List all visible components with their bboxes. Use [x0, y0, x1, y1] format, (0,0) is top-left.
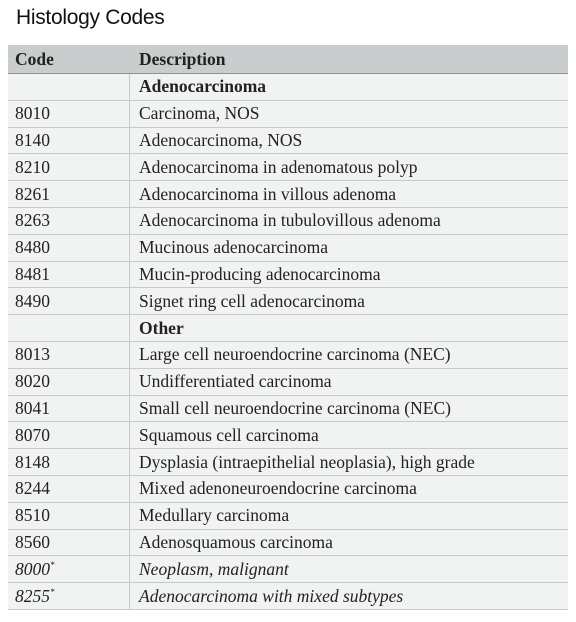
group-row — [8, 74, 568, 101]
description-cell: Mucinous adenocarcinoma — [130, 234, 569, 261]
code-cell — [8, 422, 130, 449]
table-row — [8, 422, 568, 449]
code-value: 8020 — [15, 371, 50, 392]
table-body — [8, 74, 568, 610]
table-row — [8, 529, 568, 556]
table-row — [8, 181, 568, 208]
table-row — [8, 154, 568, 181]
description-cell: Adenosquamous carcinoma — [130, 529, 569, 556]
description-cell: Adenocarcinoma, NOS — [130, 127, 569, 154]
description-column-header: Description — [130, 45, 569, 74]
code-value: 8560 — [15, 531, 50, 552]
code-cell — [8, 288, 130, 315]
code-cell — [8, 100, 130, 127]
description-cell: Neoplasm, malignant — [130, 556, 569, 583]
table-header-row — [8, 45, 568, 74]
code-value: 8013 — [15, 344, 50, 365]
description-cell: Mucin-producing adenocarcinoma — [130, 261, 569, 288]
description-cell: Dysplasia (intraepithelial neoplasia), high grade — [130, 449, 569, 476]
description-cell: Large cell neuroendocrine carcinoma (NEC) — [130, 341, 569, 368]
code-value: 8263 — [15, 210, 50, 231]
histology-codes-table — [8, 45, 568, 610]
table-row — [8, 583, 568, 610]
table-row — [8, 288, 568, 315]
code-cell — [8, 154, 130, 181]
code-cell — [8, 181, 130, 208]
code-value: 8481 — [15, 263, 50, 284]
code-cell — [8, 395, 130, 422]
table-row — [8, 261, 568, 288]
table-row — [8, 449, 568, 476]
page-title: Histology Codes — [16, 6, 165, 29]
code-value: 8480 — [15, 237, 50, 258]
description-cell: Squamous cell carcinoma — [130, 422, 569, 449]
description-cell: Adenocarcinoma in adenomatous polyp — [130, 154, 569, 181]
code-cell — [8, 449, 130, 476]
code-cell — [8, 368, 130, 395]
code-value: 8490 — [15, 290, 50, 311]
code-cell — [8, 341, 130, 368]
group-code-cell — [8, 315, 130, 342]
table-row — [8, 234, 568, 261]
description-cell: Small cell neuroendocrine carcinoma (NEC) — [130, 395, 569, 422]
code-value: 8210 — [15, 156, 50, 177]
description-cell: Adenocarcinoma in tubulovillous adenoma — [130, 207, 569, 234]
code-cell — [8, 127, 130, 154]
code-value: 8000 — [15, 558, 50, 579]
table-row — [8, 502, 568, 529]
code-cell — [8, 261, 130, 288]
group-name-cell: Adenocarcinoma — [130, 74, 569, 101]
code-value: 8510 — [15, 505, 50, 526]
table-row — [8, 368, 568, 395]
code-cell — [8, 583, 130, 610]
table-row — [8, 556, 568, 583]
table-row — [8, 475, 568, 502]
code-column-header: Code — [8, 45, 130, 74]
code-value: 8255 — [15, 585, 50, 606]
code-value: 8140 — [15, 129, 50, 150]
code-value: 8244 — [15, 478, 50, 499]
code-value: 8070 — [15, 424, 50, 445]
table-row — [8, 341, 568, 368]
table-row — [8, 395, 568, 422]
group-row — [8, 315, 568, 342]
description-cell: Undifferentiated carcinoma — [130, 368, 569, 395]
code-cell — [8, 556, 130, 583]
table-row — [8, 207, 568, 234]
description-cell: Medullary carcinoma — [130, 502, 569, 529]
code-cell — [8, 207, 130, 234]
code-value: 8261 — [15, 183, 50, 204]
description-cell: Carcinoma, NOS — [130, 100, 569, 127]
footnote-marker: * — [50, 559, 55, 570]
description-cell: Mixed adenoneuroendocrine carcinoma — [130, 475, 569, 502]
code-cell — [8, 502, 130, 529]
code-value: 8148 — [15, 451, 50, 472]
footnote-marker: * — [50, 586, 55, 597]
table-row — [8, 127, 568, 154]
code-cell — [8, 529, 130, 556]
description-cell: Adenocarcinoma in villous adenoma — [130, 181, 569, 208]
group-code-cell — [8, 74, 130, 101]
code-cell — [8, 234, 130, 261]
code-value: 8010 — [15, 103, 50, 124]
table-row — [8, 100, 568, 127]
description-cell: Signet ring cell adenocarcinoma — [130, 288, 569, 315]
group-name-cell: Other — [130, 315, 569, 342]
description-cell: Adenocarcinoma with mixed subtypes — [130, 583, 569, 610]
code-cell — [8, 475, 130, 502]
code-value: 8041 — [15, 397, 50, 418]
